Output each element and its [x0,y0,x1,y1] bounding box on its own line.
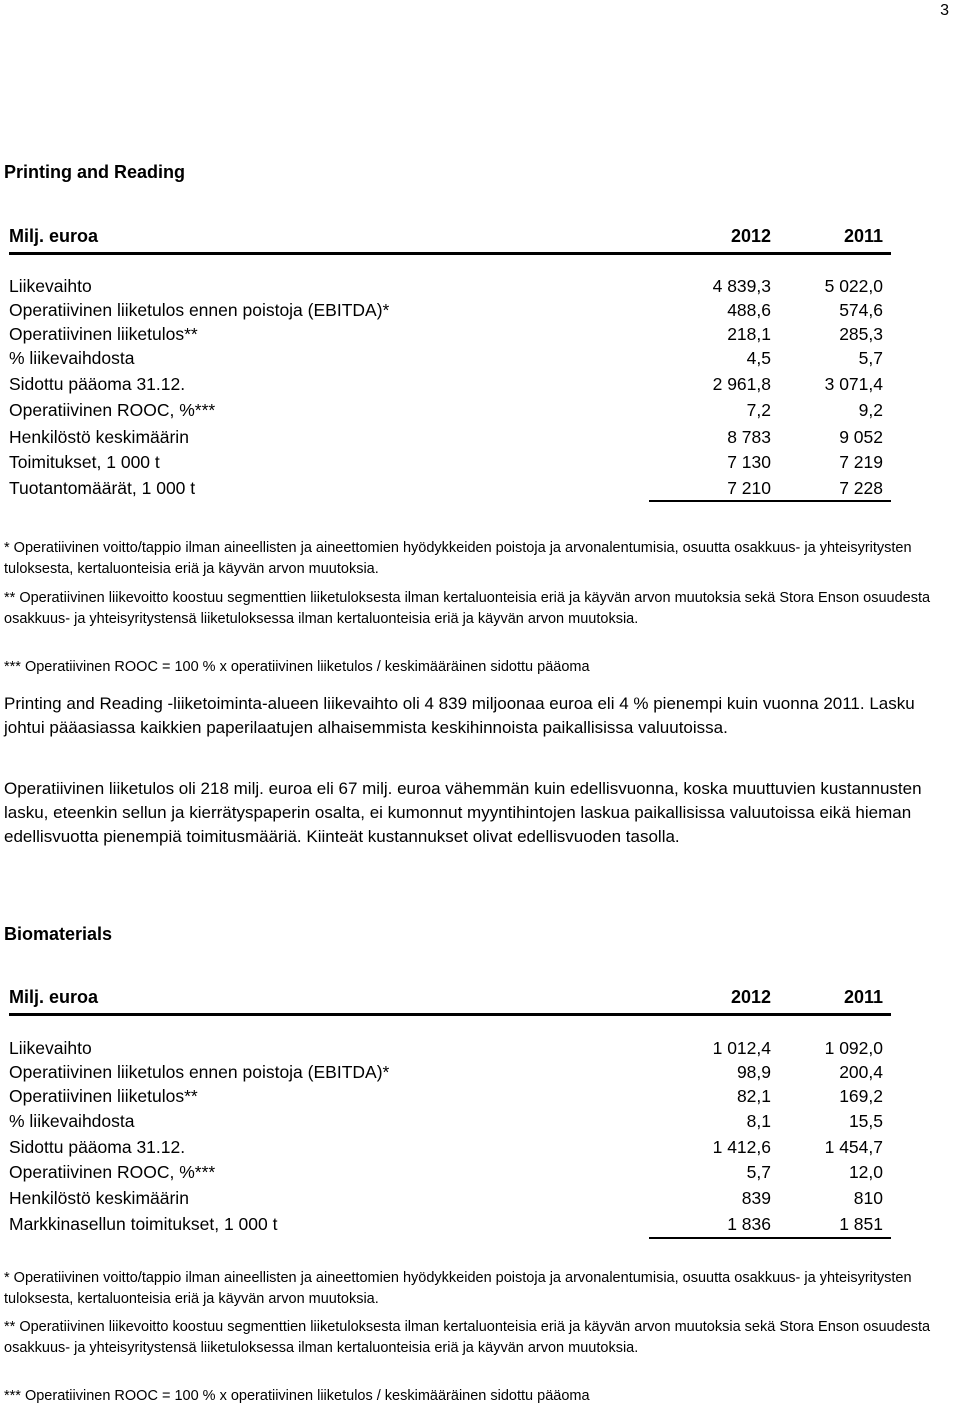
row-value-2012: 1 412,6 [712,1137,771,1157]
header-year-2012: 2012 [730,226,771,246]
row-label: Markkinasellun toimitukset, 1 000 t [9,1214,278,1234]
table-row [9,324,891,348]
row-value-2012: 7,2 [746,400,771,420]
table-row [9,1188,891,1212]
table-header [9,226,891,255]
row-value-2012: 5,7 [746,1162,771,1182]
table-row [9,1062,891,1086]
table-row [9,452,891,476]
row-value-2011: 285,3 [839,324,883,344]
row-value-2011: 15,5 [848,1111,883,1131]
row-label: Liikevaihto [9,1038,92,1058]
row-label: Toimitukset, 1 000 t [9,452,160,472]
table-row [9,427,891,451]
section-title-printing-and-reading: Printing and Reading [4,162,186,182]
row-value-2011: 7 228 [839,478,883,498]
row-value-2011: 1 851 [839,1214,883,1234]
page-number: 3 [940,2,949,19]
row-label: Operatiivinen liiketulos** [9,324,198,344]
row-value-2011: 12,0 [848,1162,883,1182]
row-label: Henkilöstö keskimäärin [9,1188,189,1208]
row-value-2011: 169,2 [839,1086,883,1106]
table-row [9,276,891,300]
table-row [9,1162,891,1186]
row-label: Operatiivinen ROOC, %*** [9,400,216,420]
footnote-3: *** Operatiivinen ROOC = 100 % x operatiivinen liiketulos / keskimääräinen sidottu pääoma [4,659,590,675]
row-value-2012: 7 130 [727,452,771,472]
row-label: % liikevaihdosta [9,348,135,368]
row-value-2011: 5,7 [858,348,883,368]
table-row [9,400,891,424]
row-label: Operatiivinen liiketulos ennen poistoja (EBITDA)* [9,1062,390,1082]
row-value-2011: 200,4 [839,1062,883,1082]
row-value-2011: 574,6 [839,300,883,320]
footnote-3: *** Operatiivinen ROOC = 100 % x operatiivinen liiketulos / keskimääräinen sidottu pääoma [4,1388,590,1404]
row-value-2012: 82,1 [736,1086,771,1106]
table-bottom-rule [649,500,891,502]
row-value-2011: 1 454,7 [824,1137,883,1157]
table-row [9,1111,891,1135]
table-row [9,1214,891,1238]
header-year-2011: 2011 [843,987,883,1007]
printing-reading-table [9,226,891,498]
row-label: Henkilöstö keskimäärin [9,427,189,447]
table-bottom-rule [649,1237,891,1239]
row-value-2012: 218,1 [727,324,771,344]
table-row [9,478,891,502]
header-year-2011: 2011 [843,226,883,246]
table-row [9,348,891,372]
row-value-2012: 7 210 [727,478,771,498]
row-value-2012: 488,6 [727,300,771,320]
footnote-2: ** Operatiivinen liikevoitto koostuu segmenttien liiketuloksesta ilman kertaluonteisia eriä ja käyvän arvon muutoksia sekä Stora Enson osuudesta osakkuus- ja yhteisyritystensä liiketuloksessa ilman kertaluonteisia eriä ja käyvän arvon muutoksia. [4,1319,931,1356]
table-row [9,374,891,398]
row-value-2011: 810 [853,1188,883,1208]
paragraph-operating-result: Operatiivinen liiketulos oli 218 milj. euroa eli 67 milj. euroa vähemmän kuin edellisvuonna, koska muuttuvien kustannusten lasku, eteenkin sellun ja kierrätyspaperin osalta, ei kumonnut myyntihintojen laskua paikallisissa valuutoissa eikä hieman edellisvuotta pienempiä toimitusmääriä. Kiinteät kustannukset olivat edellisvuoden tasolla. [4,779,922,846]
table-row [9,300,891,324]
row-value-2011: 5 022,0 [824,276,883,296]
row-value-2012: 1 012,4 [712,1038,771,1058]
footnote-1: * Operatiivinen voitto/tappio ilman aineellisten ja aineettomien hyödykkeiden poistoja ja arvonalentumisia, osuutta osakkuus- ja yhteisyritysten tuloksesta, kertaluonteisia eriä ja käyvän arvon muutoksia. [4,1270,912,1307]
table-row [9,1086,891,1110]
table-row [9,1137,891,1161]
row-label: Operatiivinen liiketulos ennen poistoja (EBITDA)* [9,300,390,320]
footnote-2: ** Operatiivinen liikevoitto koostuu segmenttien liiketuloksesta ilman kertaluonteisia eriä ja käyvän arvon muutoksia sekä Stora Enson osuudesta osakkuus- ja yhteisyritystensä liiketuloksessa ilman kertaluonteisia eriä ja käyvän arvon muutoksia. [4,590,931,627]
row-value-2011: 1 092,0 [824,1038,883,1058]
paragraph-sales: Printing and Reading -liiketoiminta-alueen liikevaihto oli 4 839 miljoonaa euroa eli 4 % pienempi kuin vuonna 2011. Lasku johtui pääasiassa kaikkien paperilaatujen alhaisemmista keskihinnoista paikallisissa valuutoissa. [4,694,915,737]
row-value-2012: 98,9 [736,1062,771,1082]
header-unit: Milj. euroa [9,226,99,246]
row-value-2012: 1 836 [727,1214,771,1234]
table-row [9,1038,891,1062]
row-label: Operatiivinen liiketulos** [9,1086,198,1106]
header-unit: Milj. euroa [9,987,99,1007]
biomaterials-table [9,987,891,1234]
row-value-2012: 4 839,3 [712,276,771,296]
row-value-2011: 7 219 [839,452,883,472]
row-label: % liikevaihdosta [9,1111,135,1131]
section-title-biomaterials: Biomaterials [4,924,113,944]
row-value-2012: 8,1 [746,1111,771,1131]
row-label: Sidottu pääoma 31.12. [9,374,186,394]
header-year-2012: 2012 [730,987,771,1007]
row-label: Operatiivinen ROOC, %*** [9,1162,216,1182]
row-label: Liikevaihto [9,276,92,296]
row-value-2012: 8 783 [727,427,771,447]
row-value-2011: 9,2 [858,400,883,420]
row-value-2012: 4,5 [746,348,771,368]
footnote-1: * Operatiivinen voitto/tappio ilman aineellisten ja aineettomien hyödykkeiden poistoja ja arvonalentumisia, osuutta osakkuus- ja yhteisyritysten tuloksesta, kertaluonteisia eriä ja käyvän arvon muutoksia. [4,540,912,577]
row-label: Tuotantomäärät, 1 000 t [9,478,196,498]
row-value-2012: 2 961,8 [712,374,771,394]
row-label: Sidottu pääoma 31.12. [9,1137,186,1157]
table-header [9,987,891,1016]
row-value-2012: 839 [741,1188,771,1208]
row-value-2011: 3 071,4 [824,374,883,394]
row-value-2011: 9 052 [839,427,883,447]
